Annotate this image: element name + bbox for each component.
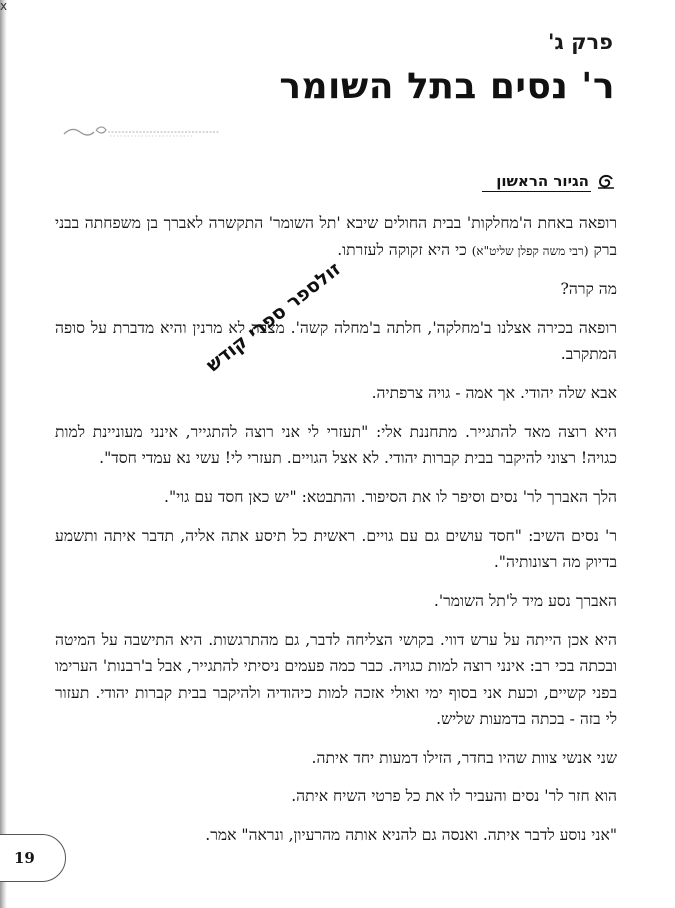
chapter-number: פרק ג' (547, 30, 613, 54)
chapter-title: ר' נסים בתל השומר (279, 66, 615, 107)
section-heading-text: הגיור הראשון (482, 172, 591, 192)
paragraph: ר' נסים השיב: "חסד עושים גם עם גויים. ראשית כל תיסע אתה אליה, תדבר איתה ותשמע בדיוק מה רצונותיה". (55, 526, 617, 572)
paragraph: מה קרה? (560, 280, 617, 299)
paragraph: הוא חזר לר' נסים והעביר לו את כל פרטי השיח איתה. (291, 787, 617, 806)
swirl-icon (597, 174, 615, 190)
chapter-body (55, 210, 617, 861)
paragraph: הלך האברך לר' נסים וסיפר לו את הסיפור. והתבטא: "יש כאן חסד עם גוי". (164, 487, 617, 506)
stamp-text: זולספר ספרי קודש (202, 257, 346, 377)
corner-mark: x (0, 0, 8, 13)
paragraph-text: כי היא זקוקה לעזרתו. (337, 240, 467, 259)
inline-note: (רבי משה קפלן שליט"א) (471, 243, 589, 258)
paragraph: היא רוצה מאד להתגייר. מתחננת אלי: "תעזרי לי אני רוצה להתגייר, אינני מעוניינת למות כגויה! רצוני להיקבר בבית קברות יהודי. לא אצל הגויים. תעזרי לי! עשי נא עמדי חסד". (55, 422, 617, 468)
paragraph: היא אכן הייתה על ערש דווי. בקושי הצליחה לדבר, גם מהתרגשות. היא התישבה על המיטה ובכתה בכי רב: אינני רוצה למות כגויה. כבר כמה פעמים ניסיתי להתגייר, אבל ב'רבנות' הערימו בפני קשיים, וכעת אני בסוף ימי ואולי אזכה למות כיהודיה ולהיקבר בבית קברות יהודי. תעזור לי בזה - בכתה בדמעות שליש. (55, 630, 617, 728)
section-heading (482, 172, 615, 192)
page-binding-edge (0, 0, 7, 908)
paragraph: שני אנשי צוות שהיו בחדר, הזילו דמעות יחד איתה. (311, 748, 617, 767)
paragraph: רופאה בכירה אצלנו ב'מחלקה', חלתה ב'מחלה קשה'. מצבה לא מרנין והיא מדברת על סופה המתקרב. (55, 318, 617, 364)
paragraph-text: רופאה באחת ה'מחלקות' בבית החולים שיבא 'תל השומר' התקשרה לאברך בן משפחתה בבני ברק (55, 214, 617, 259)
paragraph: האברך נסע מיד ל'תל השומר'. (433, 591, 617, 610)
paragraph (55, 210, 617, 264)
paragraph: "אני נוסע לדבר איתה. ואנסה גם להניא אותה מהרעיון, ונראה" אמר. (205, 826, 617, 845)
page-number: 19 (14, 849, 35, 867)
paragraph: אבא שלה יהודי. אך אמה - גויה צרפתיה. (371, 384, 617, 403)
decorative-flourish-icon (62, 120, 222, 144)
